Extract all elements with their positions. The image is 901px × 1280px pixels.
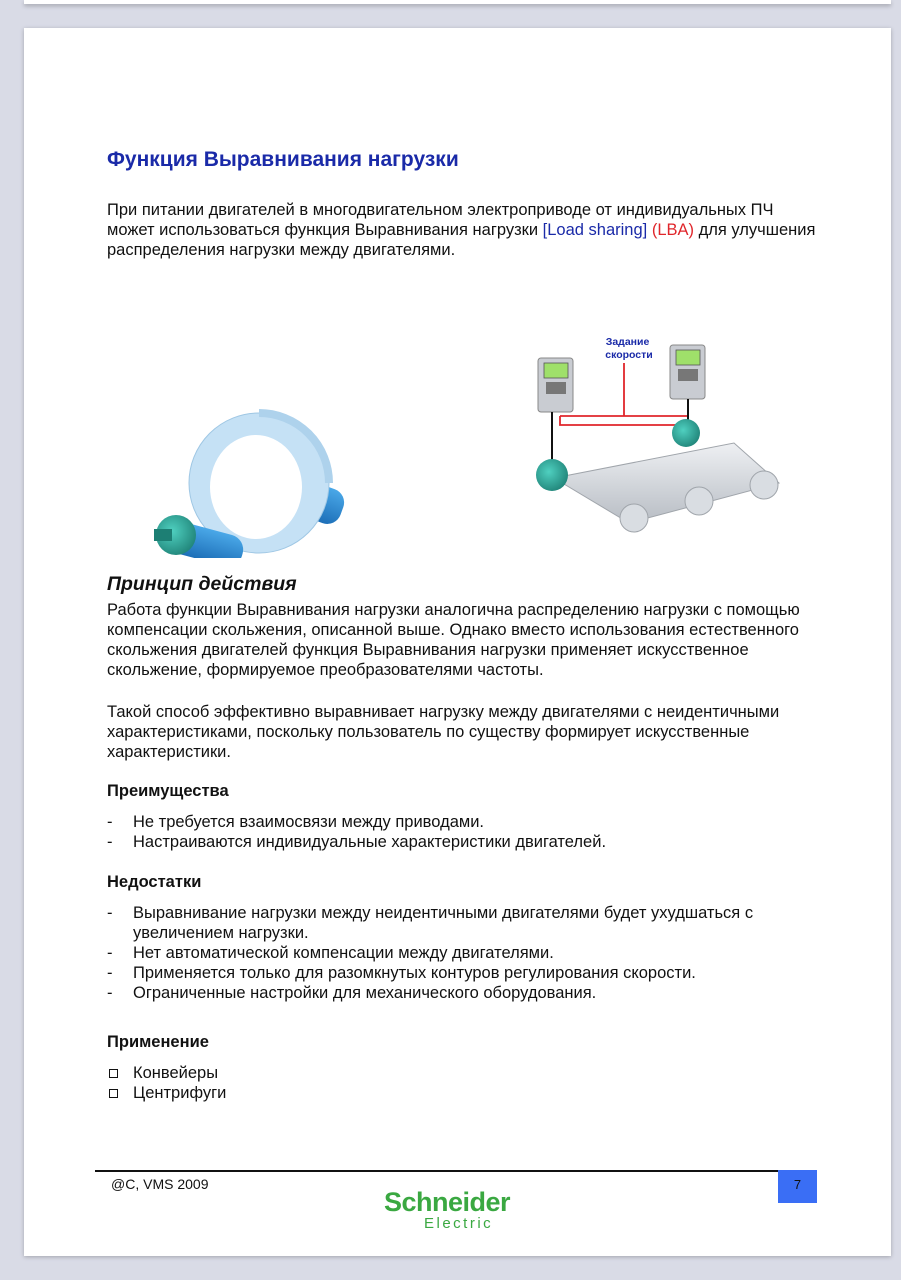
load-sharing-term: [Load sharing] bbox=[542, 221, 648, 239]
drum-motor-illustration bbox=[124, 383, 364, 558]
document-page bbox=[24, 28, 891, 1256]
advantages-list bbox=[107, 812, 819, 852]
schneider-logo-icon: Schneider Electric bbox=[384, 1187, 511, 1232]
speed-reference-label: Задание bbox=[605, 336, 650, 348]
disadvantages-list bbox=[107, 903, 819, 1003]
disadvantages-heading: Недостатки bbox=[107, 873, 202, 891]
page-title: Функция Выравнивания нагрузки bbox=[107, 148, 459, 171]
list-item: - Не требуется взаимосвязи между приводами. bbox=[107, 813, 485, 831]
square-bullet-icon bbox=[109, 1089, 118, 1098]
list-item: - Настраиваются индивидуальные характеристики двигателей. bbox=[107, 833, 607, 851]
list-item: - Выравнивание нагрузки между неидентичными двигателями будет ухудшаться с увеличением нагрузки. bbox=[107, 904, 754, 942]
list-item: - Применяется только для разомкнутых контуров регулирования скорости. bbox=[107, 964, 696, 982]
principle-paragraph-2: Такой способ эффективно выравнивает нагрузку между двигателями с неидентичными характеристиками, поскольку пользователь по существу формирует искусственные характеристики. bbox=[107, 703, 780, 761]
application-list bbox=[107, 1063, 819, 1103]
application-heading: Применение bbox=[107, 1033, 209, 1051]
advantages-heading: Преимущества bbox=[107, 782, 229, 800]
principle-heading: Принцип действия bbox=[107, 573, 297, 595]
list-item: - Нет автоматической компенсации между двигателями. bbox=[107, 944, 554, 962]
page-number-badge: 7 bbox=[778, 1170, 817, 1203]
square-bullet-icon bbox=[109, 1069, 118, 1078]
principle-paragraph-1: Работа функции Выравнивания нагрузки аналогична распределению нагрузки с помощью компенсации скольжения, описанной выше. Однако вместо использования естественного скольжения двигателей функция Выравнивания нагрузки применяет искусственное скольжение, формируемое преобразователями частоты. bbox=[107, 601, 800, 679]
list-item: Конвейеры bbox=[107, 1063, 819, 1083]
footer-divider bbox=[95, 1170, 817, 1172]
conveyor-drives-illustration bbox=[494, 303, 794, 543]
svg-text:Задание скорости: Задание скорости bbox=[605, 336, 653, 361]
list-item: Центрифуги bbox=[107, 1083, 819, 1103]
footer-copyright: @C, VMS 2009 bbox=[111, 1176, 209, 1192]
previous-page-edge bbox=[24, 0, 891, 4]
list-item: - Ограниченные настройки для механического оборудования. bbox=[107, 984, 597, 1002]
intro-paragraph: При питании двигателей в многодвигательном электроприводе от индивидуальных ПЧ может использоваться функция Выравнивания нагрузки [Load sharing] (LBA) для улучшения распределения нагрузки между двигателями. bbox=[107, 201, 816, 259]
lba-term: (LBA) bbox=[647, 221, 695, 239]
